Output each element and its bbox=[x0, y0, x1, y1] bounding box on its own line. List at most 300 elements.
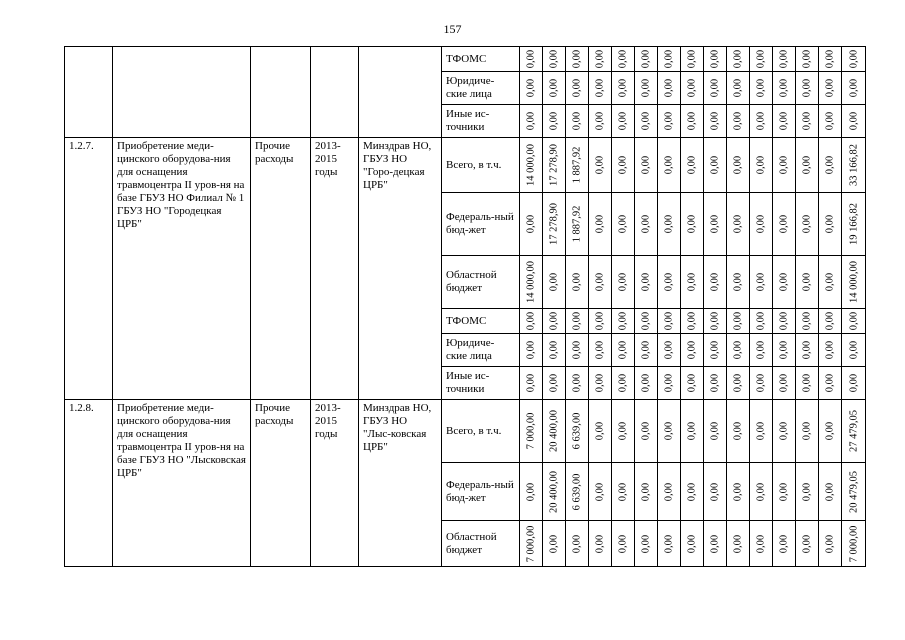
value-cell bbox=[635, 400, 658, 463]
value-cell bbox=[819, 72, 842, 105]
value-cell bbox=[543, 138, 566, 193]
value-text: 0,00 bbox=[778, 272, 790, 292]
value-cell bbox=[566, 309, 589, 334]
value-cell bbox=[635, 521, 658, 567]
value-cell bbox=[566, 521, 589, 567]
value-text: 0,00 bbox=[732, 155, 744, 175]
value-text: 0,00 bbox=[548, 78, 560, 98]
funding-source: Всего, в т.ч. bbox=[442, 400, 520, 463]
funding-source: Областной бюджет bbox=[442, 256, 520, 309]
value-text: 0,00 bbox=[824, 155, 836, 175]
empty-cell bbox=[251, 47, 311, 138]
value-text: 0,00 bbox=[778, 49, 790, 69]
value-cell bbox=[842, 400, 866, 463]
value-text: 0,00 bbox=[848, 340, 859, 360]
value-text: 0,00 bbox=[755, 482, 767, 501]
value-text: 0,00 bbox=[594, 482, 606, 501]
value-text: 0,00 bbox=[709, 340, 721, 360]
value-cell bbox=[658, 463, 681, 521]
value-cell bbox=[727, 521, 750, 567]
value-cell bbox=[589, 256, 612, 309]
value-cell bbox=[796, 193, 819, 256]
empty-cell bbox=[311, 47, 359, 138]
value-cell bbox=[773, 309, 796, 334]
value-text: 0,00 bbox=[848, 78, 859, 98]
value-cell bbox=[589, 193, 612, 256]
value-cell bbox=[520, 256, 543, 309]
value-cell bbox=[727, 400, 750, 463]
value-text: 0,00 bbox=[663, 214, 675, 234]
value-cell bbox=[796, 400, 819, 463]
value-text: 0,00 bbox=[617, 340, 629, 360]
value-text: 0,00 bbox=[778, 214, 790, 234]
value-text: 0,00 bbox=[755, 214, 767, 234]
value-text: 0,00 bbox=[548, 111, 560, 131]
value-text: 0,00 bbox=[732, 272, 744, 292]
value-cell bbox=[635, 334, 658, 367]
funding-source: Федераль-ный бюд-жет bbox=[442, 193, 520, 256]
value-text: 0,00 bbox=[824, 340, 836, 360]
value-cell bbox=[566, 72, 589, 105]
value-text: 27 479,05 bbox=[848, 410, 859, 452]
value-cell bbox=[520, 105, 543, 138]
value-cell bbox=[658, 72, 681, 105]
value-text: 0,00 bbox=[617, 311, 629, 331]
value-cell bbox=[750, 72, 773, 105]
value-cell bbox=[612, 521, 635, 567]
funding-source: Юридиче-ские лица bbox=[442, 334, 520, 367]
funding-source: ТФОМС bbox=[442, 309, 520, 334]
value-cell bbox=[658, 256, 681, 309]
value-text: 7 000,00 bbox=[525, 525, 537, 562]
value-cell bbox=[842, 463, 866, 521]
value-text: 0,00 bbox=[686, 155, 698, 175]
value-cell bbox=[520, 334, 543, 367]
value-text: 0,00 bbox=[778, 373, 790, 393]
value-cell bbox=[681, 400, 704, 463]
value-text: 0,00 bbox=[594, 111, 606, 131]
value-text: 0,00 bbox=[640, 214, 652, 234]
value-cell bbox=[658, 193, 681, 256]
value-text: 0,00 bbox=[732, 340, 744, 360]
value-cell bbox=[658, 47, 681, 72]
value-text: 0,00 bbox=[755, 78, 767, 98]
value-cell bbox=[612, 138, 635, 193]
value-cell bbox=[612, 72, 635, 105]
value-text: 0,00 bbox=[732, 482, 744, 501]
value-cell bbox=[543, 521, 566, 567]
value-cell bbox=[842, 521, 866, 567]
table-row bbox=[65, 138, 866, 193]
value-cell bbox=[750, 47, 773, 72]
value-cell bbox=[566, 138, 589, 193]
value-text: 0,00 bbox=[640, 155, 652, 175]
value-text: 0,00 bbox=[778, 78, 790, 98]
value-cell bbox=[635, 309, 658, 334]
period: 2013-2015 годы bbox=[311, 400, 359, 567]
value-text: 0,00 bbox=[594, 421, 606, 441]
value-cell bbox=[727, 256, 750, 309]
value-cell bbox=[681, 47, 704, 72]
value-cell bbox=[704, 193, 727, 256]
expense-type: Прочие расходы bbox=[251, 138, 311, 400]
value-text: 0,00 bbox=[594, 214, 606, 234]
value-cell bbox=[681, 521, 704, 567]
value-text: 0,00 bbox=[594, 78, 606, 98]
value-cell bbox=[750, 105, 773, 138]
value-cell bbox=[543, 463, 566, 521]
value-cell bbox=[773, 72, 796, 105]
value-cell bbox=[612, 256, 635, 309]
value-cell bbox=[842, 105, 866, 138]
value-text: 0,00 bbox=[686, 111, 698, 131]
value-text: 0,00 bbox=[824, 111, 836, 131]
value-text: 0,00 bbox=[755, 49, 767, 69]
value-cell bbox=[819, 367, 842, 400]
value-cell bbox=[658, 309, 681, 334]
expense-type: Прочие расходы bbox=[251, 400, 311, 567]
value-cell bbox=[727, 334, 750, 367]
value-text: 0,00 bbox=[801, 340, 813, 360]
funding-source: Федераль-ный бюд-жет bbox=[442, 463, 520, 521]
value-cell bbox=[681, 72, 704, 105]
value-cell bbox=[520, 521, 543, 567]
value-text: 0,00 bbox=[848, 311, 859, 331]
value-cell bbox=[635, 193, 658, 256]
funding-source: Юридиче-ские лица bbox=[442, 72, 520, 105]
value-text: 0,00 bbox=[594, 49, 606, 69]
value-cell bbox=[704, 521, 727, 567]
value-cell bbox=[612, 193, 635, 256]
value-text: 0,00 bbox=[640, 482, 652, 501]
value-cell bbox=[773, 521, 796, 567]
value-cell bbox=[681, 138, 704, 193]
value-text: 0,00 bbox=[801, 311, 813, 331]
item-name: Приобретение меди-цинского оборудова-ния для оснащения травмоцентра II уров-ня на базе ГБУЗ НО "Лысковская ЦРБ" bbox=[113, 400, 251, 567]
value-text: 0,00 bbox=[594, 340, 606, 360]
value-text: 0,00 bbox=[525, 78, 537, 98]
value-cell bbox=[566, 47, 589, 72]
value-text: 0,00 bbox=[686, 311, 698, 331]
value-text: 0,00 bbox=[709, 49, 721, 69]
value-text: 0,00 bbox=[755, 311, 767, 331]
value-cell bbox=[635, 367, 658, 400]
value-text: 0,00 bbox=[732, 311, 744, 331]
value-text: 0,00 bbox=[525, 214, 537, 234]
value-text: 0,00 bbox=[663, 373, 675, 393]
value-text: 0,00 bbox=[801, 49, 813, 69]
value-cell bbox=[773, 47, 796, 72]
value-text: 0,00 bbox=[824, 373, 836, 393]
value-text: 0,00 bbox=[548, 272, 560, 292]
funding-source: Иные ис-точники bbox=[442, 367, 520, 400]
funding-source: Иные ис-точники bbox=[442, 105, 520, 138]
value-cell bbox=[681, 367, 704, 400]
value-text: 0,00 bbox=[640, 111, 652, 131]
value-text: 19 166,82 bbox=[848, 203, 859, 245]
value-cell bbox=[773, 367, 796, 400]
value-text: 1 887,92 bbox=[571, 146, 583, 184]
value-text: 0,00 bbox=[640, 534, 652, 553]
value-text: 0,00 bbox=[686, 482, 698, 501]
value-cell bbox=[750, 193, 773, 256]
value-text: 0,00 bbox=[801, 482, 813, 501]
value-cell bbox=[727, 463, 750, 521]
value-text: 0,00 bbox=[663, 534, 675, 553]
value-cell bbox=[773, 105, 796, 138]
value-cell bbox=[589, 463, 612, 521]
value-text: 0,00 bbox=[755, 340, 767, 360]
value-cell bbox=[796, 521, 819, 567]
value-cell bbox=[543, 193, 566, 256]
value-text: 20 479,05 bbox=[848, 470, 859, 513]
value-text: 0,00 bbox=[732, 214, 744, 234]
value-text: 0,00 bbox=[778, 340, 790, 360]
value-cell bbox=[566, 105, 589, 138]
executor: Минздрав НО, ГБУЗ НО "Лыс-ковская ЦРБ" bbox=[359, 400, 442, 567]
value-cell bbox=[796, 105, 819, 138]
value-text: 0,00 bbox=[663, 49, 675, 69]
value-text: 0,00 bbox=[594, 311, 606, 331]
empty-cell bbox=[113, 47, 251, 138]
value-text: 0,00 bbox=[824, 482, 836, 501]
value-cell bbox=[589, 334, 612, 367]
value-cell bbox=[796, 47, 819, 72]
value-text: 0,00 bbox=[548, 340, 560, 360]
value-cell bbox=[635, 105, 658, 138]
value-cell bbox=[612, 367, 635, 400]
value-cell bbox=[704, 309, 727, 334]
value-cell bbox=[681, 105, 704, 138]
item-code: 1.2.8. bbox=[65, 400, 113, 567]
value-text: 0,00 bbox=[663, 155, 675, 175]
value-text: 0,00 bbox=[686, 272, 698, 292]
value-cell bbox=[750, 521, 773, 567]
executor: Минздрав НО, ГБУЗ НО "Горо-децкая ЦРБ" bbox=[359, 138, 442, 400]
value-cell bbox=[819, 309, 842, 334]
value-text: 1 887,92 bbox=[571, 205, 583, 243]
value-cell bbox=[727, 309, 750, 334]
value-text: 0,00 bbox=[548, 373, 560, 393]
value-text: 0,00 bbox=[663, 111, 675, 131]
value-text: 0,00 bbox=[640, 421, 652, 441]
value-cell bbox=[819, 105, 842, 138]
value-cell bbox=[589, 309, 612, 334]
value-text: 0,00 bbox=[594, 373, 606, 393]
value-text: 0,00 bbox=[686, 49, 698, 69]
value-text: 7 000,00 bbox=[848, 525, 859, 562]
value-cell bbox=[635, 256, 658, 309]
value-text: 0,00 bbox=[709, 78, 721, 98]
value-text: 0,00 bbox=[571, 373, 583, 393]
value-cell bbox=[842, 256, 866, 309]
value-cell bbox=[612, 47, 635, 72]
item-code: 1.2.7. bbox=[65, 138, 113, 400]
value-cell bbox=[658, 521, 681, 567]
value-cell bbox=[750, 463, 773, 521]
value-text: 0,00 bbox=[801, 155, 813, 175]
value-text: 0,00 bbox=[824, 534, 836, 553]
value-cell bbox=[681, 334, 704, 367]
value-text: 14 000,00 bbox=[525, 144, 537, 186]
value-text: 0,00 bbox=[525, 373, 537, 393]
value-cell bbox=[796, 72, 819, 105]
value-cell bbox=[773, 138, 796, 193]
value-cell bbox=[819, 400, 842, 463]
value-text: 0,00 bbox=[663, 272, 675, 292]
value-text: 0,00 bbox=[709, 373, 721, 393]
value-text: 0,00 bbox=[571, 311, 583, 331]
value-text: 17 278,90 bbox=[548, 203, 560, 245]
value-cell bbox=[566, 334, 589, 367]
value-text: 0,00 bbox=[848, 111, 859, 131]
value-text: 0,00 bbox=[755, 534, 767, 553]
value-cell bbox=[796, 256, 819, 309]
value-text: 0,00 bbox=[617, 155, 629, 175]
value-text: 0,00 bbox=[548, 311, 560, 331]
value-text: 0,00 bbox=[778, 155, 790, 175]
value-cell bbox=[520, 138, 543, 193]
value-text: 0,00 bbox=[663, 482, 675, 501]
empty-cell bbox=[65, 47, 113, 138]
value-text: 0,00 bbox=[848, 373, 859, 393]
value-cell bbox=[727, 47, 750, 72]
value-text: 0,00 bbox=[617, 214, 629, 234]
value-cell bbox=[727, 193, 750, 256]
value-cell bbox=[842, 334, 866, 367]
value-cell bbox=[566, 367, 589, 400]
value-text: 14 000,00 bbox=[848, 261, 859, 303]
value-text: 0,00 bbox=[525, 49, 537, 69]
value-text: 0,00 bbox=[640, 49, 652, 69]
value-cell bbox=[520, 72, 543, 105]
value-cell bbox=[704, 105, 727, 138]
empty-cell bbox=[359, 47, 442, 138]
value-text: 0,00 bbox=[686, 534, 698, 553]
value-cell bbox=[612, 105, 635, 138]
value-text: 0,00 bbox=[732, 534, 744, 553]
value-cell bbox=[520, 193, 543, 256]
value-text: 0,00 bbox=[617, 78, 629, 98]
value-cell bbox=[819, 256, 842, 309]
value-cell bbox=[520, 309, 543, 334]
value-cell bbox=[658, 105, 681, 138]
value-text: 0,00 bbox=[778, 421, 790, 441]
value-cell bbox=[750, 400, 773, 463]
value-cell bbox=[704, 334, 727, 367]
value-text: 0,00 bbox=[617, 373, 629, 393]
value-cell bbox=[589, 105, 612, 138]
value-text: 0,00 bbox=[709, 111, 721, 131]
value-text: 0,00 bbox=[548, 534, 560, 553]
value-cell bbox=[635, 72, 658, 105]
funding-source: Всего, в т.ч. bbox=[442, 138, 520, 193]
table-row bbox=[65, 47, 866, 72]
value-cell bbox=[796, 309, 819, 334]
value-text: 0,00 bbox=[525, 111, 537, 131]
value-text: 0,00 bbox=[617, 49, 629, 69]
value-cell bbox=[842, 138, 866, 193]
value-cell bbox=[543, 367, 566, 400]
value-cell bbox=[589, 367, 612, 400]
value-text: 0,00 bbox=[778, 111, 790, 131]
value-cell bbox=[819, 463, 842, 521]
value-cell bbox=[543, 47, 566, 72]
value-text: 0,00 bbox=[525, 482, 537, 501]
value-cell bbox=[589, 138, 612, 193]
value-cell bbox=[842, 367, 866, 400]
value-text: 0,00 bbox=[801, 272, 813, 292]
value-cell bbox=[727, 367, 750, 400]
value-cell bbox=[773, 193, 796, 256]
value-text: 0,00 bbox=[732, 111, 744, 131]
value-cell bbox=[681, 309, 704, 334]
value-cell bbox=[658, 367, 681, 400]
value-text: 0,00 bbox=[640, 373, 652, 393]
value-cell bbox=[704, 256, 727, 309]
value-text: 0,00 bbox=[663, 340, 675, 360]
value-text: 0,00 bbox=[824, 49, 836, 69]
value-text: 33 166,82 bbox=[848, 144, 859, 186]
value-text: 0,00 bbox=[617, 421, 629, 441]
value-text: 0,00 bbox=[571, 78, 583, 98]
value-text: 0,00 bbox=[732, 78, 744, 98]
value-cell bbox=[543, 72, 566, 105]
value-text: 20 400,00 bbox=[548, 470, 560, 513]
value-cell bbox=[520, 47, 543, 72]
value-text: 0,00 bbox=[732, 49, 744, 69]
value-text: 0,00 bbox=[709, 311, 721, 331]
value-text: 0,00 bbox=[594, 272, 606, 292]
value-cell bbox=[658, 400, 681, 463]
value-cell bbox=[589, 400, 612, 463]
value-cell bbox=[520, 463, 543, 521]
value-cell bbox=[681, 256, 704, 309]
value-text: 0,00 bbox=[617, 272, 629, 292]
value-text: 0,00 bbox=[755, 111, 767, 131]
value-cell bbox=[635, 47, 658, 72]
value-text: 0,00 bbox=[525, 340, 537, 360]
value-cell bbox=[750, 367, 773, 400]
value-text: 0,00 bbox=[824, 214, 836, 234]
value-cell bbox=[704, 463, 727, 521]
value-text: 0,00 bbox=[824, 311, 836, 331]
value-text: 0,00 bbox=[755, 421, 767, 441]
value-cell bbox=[681, 463, 704, 521]
value-text: 0,00 bbox=[778, 482, 790, 501]
value-cell bbox=[773, 400, 796, 463]
value-text: 0,00 bbox=[801, 373, 813, 393]
page-number: 157 bbox=[443, 22, 462, 36]
value-text: 0,00 bbox=[709, 482, 721, 501]
value-text: 0,00 bbox=[801, 78, 813, 98]
value-text: 0,00 bbox=[571, 340, 583, 360]
value-cell bbox=[773, 256, 796, 309]
value-text: 0,00 bbox=[848, 49, 859, 69]
value-cell bbox=[727, 138, 750, 193]
value-text: 0,00 bbox=[571, 534, 583, 553]
value-cell bbox=[727, 72, 750, 105]
value-cell bbox=[819, 521, 842, 567]
value-cell bbox=[750, 138, 773, 193]
table-row bbox=[65, 400, 866, 463]
value-text: 0,00 bbox=[686, 340, 698, 360]
value-text: 0,00 bbox=[824, 78, 836, 98]
value-cell bbox=[589, 72, 612, 105]
value-text: 0,00 bbox=[594, 155, 606, 175]
value-text: 0,00 bbox=[709, 155, 721, 175]
value-cell bbox=[819, 334, 842, 367]
